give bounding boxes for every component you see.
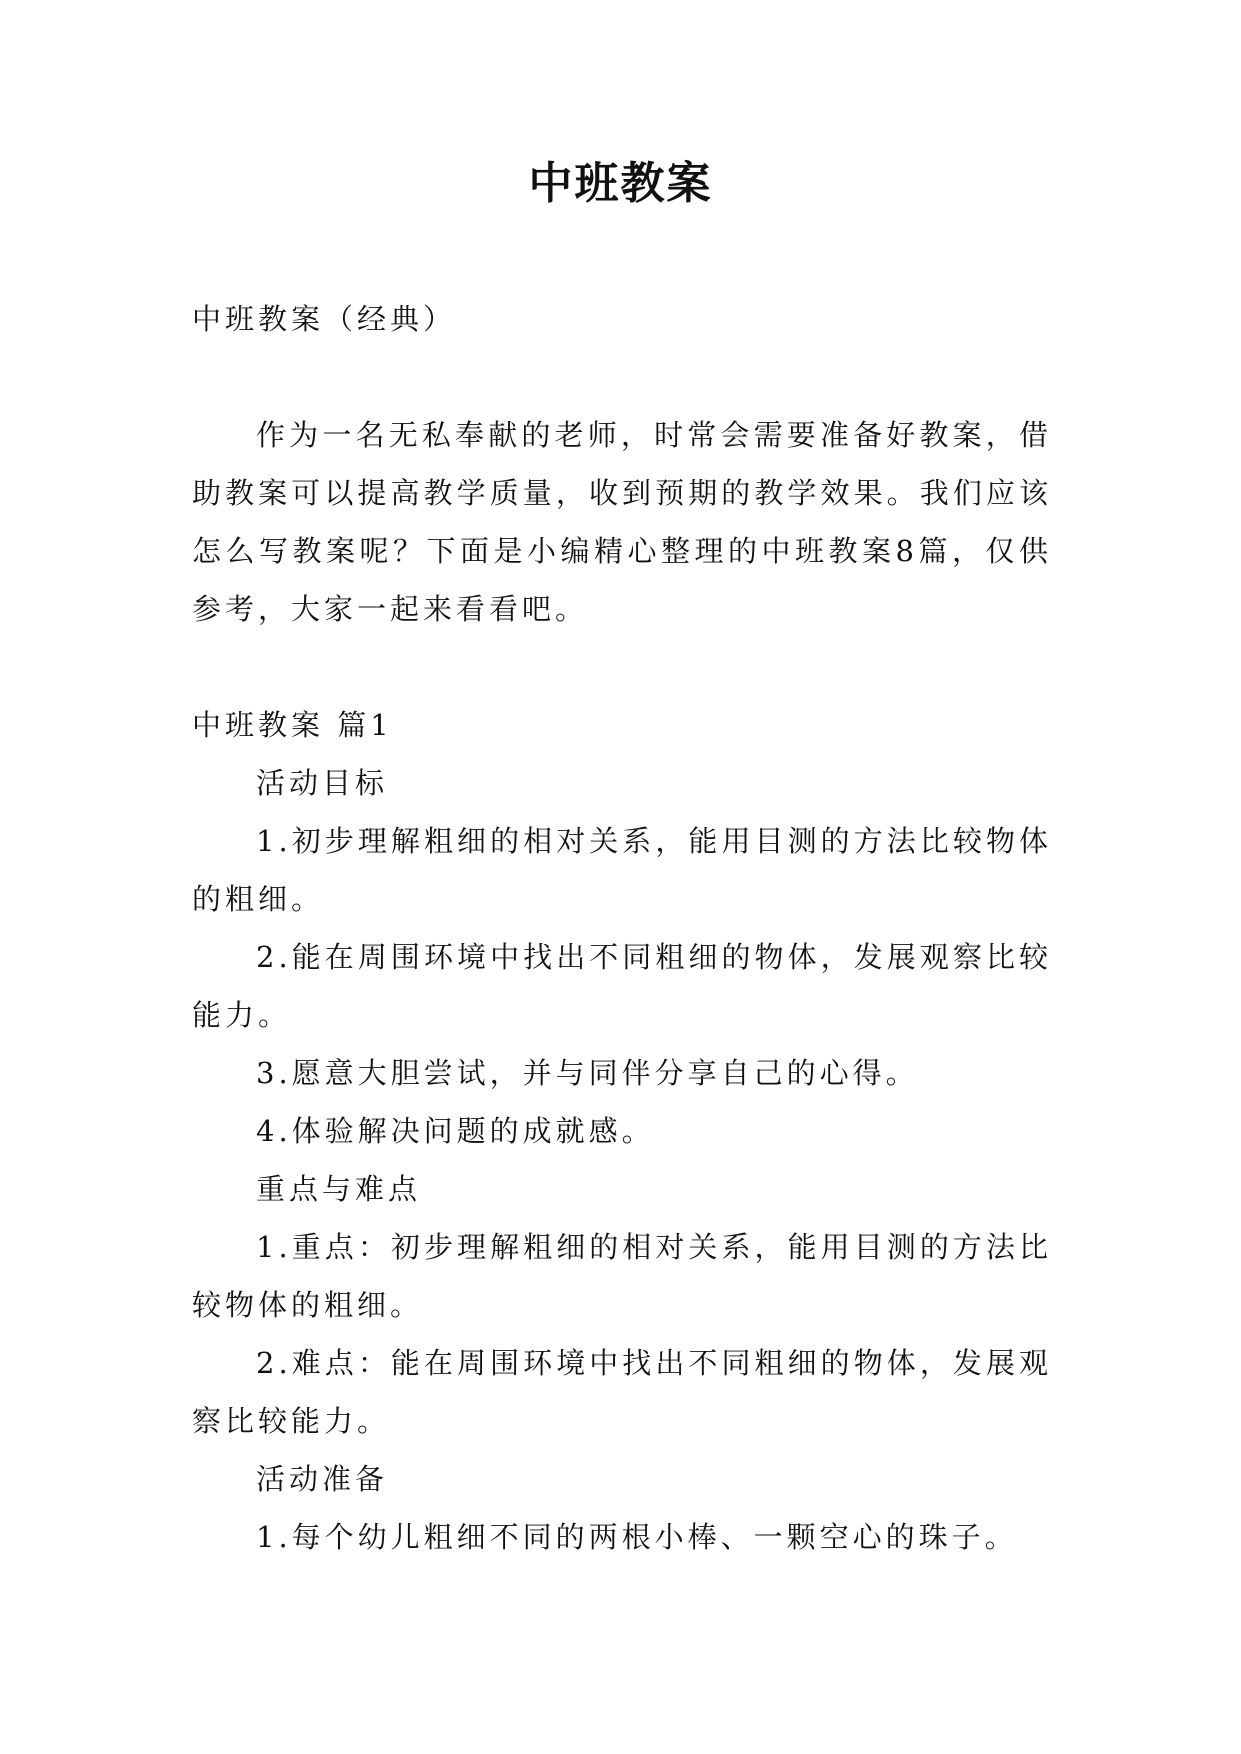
paragraph-goal-4: 4.体验解决问题的成就感。 xyxy=(256,1114,655,1148)
document-subtitle: 中班教案（经典） xyxy=(192,302,457,336)
paragraph-key-point-2: 2.难点：能在周围环境中找出不同粗细的物体，发展观察比较能力。 xyxy=(192,1346,1052,1438)
paragraph-goal-2: 2.能在周围环境中找出不同粗细的物体，发展观察比较能力。 xyxy=(192,940,1052,1032)
paragraph-preparation-1: 1.每个幼儿粗细不同的两根小棒、一颗空心的珠子。 xyxy=(256,1520,1018,1554)
paragraph-goal-3: 3.愿意大胆尝试，并与同伴分享自己的心得。 xyxy=(256,1056,919,1090)
paragraph-preparation: 活动准备 xyxy=(256,1462,389,1496)
paragraph-goal-1: 1.初步理解粗细的相对关系，能用目测的方法比较物体的粗细。 xyxy=(192,824,1052,916)
paragraph-activity-goals: 活动目标 xyxy=(256,766,389,800)
lesson-section xyxy=(192,696,1052,1566)
paragraph-key-points: 重点与难点 xyxy=(256,1172,422,1206)
intro-paragraph: 作为一名无私奉献的老师，时常会需要准备好教案，借助教案可以提高教学质量，收到预期的教学效果。我们应该怎么写教案呢？下面是小编精心整理的中班教案8篇，仅供参考，大家一起来看看吧。 xyxy=(192,418,1052,626)
section-heading: 中班教案 篇1 xyxy=(192,708,393,742)
paragraph-key-point-1: 1.重点：初步理解粗细的相对关系，能用目测的方法比较物体的粗细。 xyxy=(192,1230,1052,1322)
document-title: 中班教案 xyxy=(528,158,713,209)
